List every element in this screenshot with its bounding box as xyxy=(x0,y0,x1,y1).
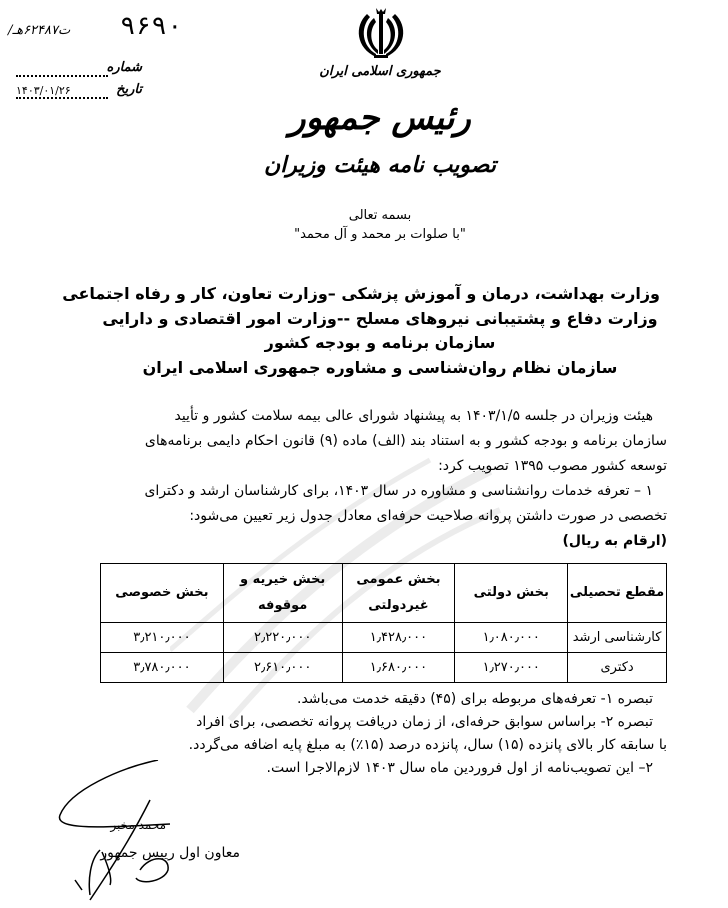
note-line: تبصره ۱- تعرفه‌های مربوطه برای (۴۵) دقیقه خدمت می‌باشد. xyxy=(297,691,653,707)
preamble-line: هیئت وزیران در جلسه ۱۴۰۳/۱/۵ به پیشنهاد شورای عالی بیمه سلامت کشور و تأیید xyxy=(174,408,653,424)
number-label: شماره xyxy=(106,60,142,75)
table-cell: ۲٫۲۲۰٫۰۰۰ xyxy=(223,623,342,653)
handwritten-signature xyxy=(40,760,190,908)
note-line: با سابقه کار بالای پانزده (۱۵) سال، پانزده درصد (۱۵٪) به مبلغ پایه اضافه می‌گردد. xyxy=(188,737,667,753)
column-header: بخش عمومی غیردولتی xyxy=(342,564,455,623)
table-row xyxy=(101,623,667,653)
note-line: ۲– این تصویب‌نامه از اول فروردین ماه سال ۱۴۰۳ لازم‌الاجرا است. xyxy=(266,760,653,776)
table-cell: دکتری xyxy=(568,653,667,683)
note-line: تبصره ۲- براساس سوابق حرفه‌ای، از زمان دریافت پروانه تخصصی، برای افراد xyxy=(196,714,653,730)
clause-line: تخصصی در صورت داشتن پروانه صلاحیت حرفه‌ای معادل جدول زیر تعیین می‌شود: xyxy=(189,508,667,524)
invocation-line-2: "با صلوات بر محمد و آل محمد" xyxy=(294,227,466,242)
signer-title: معاون اول رییس جمهور xyxy=(100,845,240,861)
number-dots xyxy=(16,75,108,77)
country-title: جمهوری اسلامی ایران xyxy=(319,64,441,79)
table-cell: ۱٫۰۸۰٫۰۰۰ xyxy=(455,623,568,653)
table-cell: ۱٫۴۲۸٫۰۰۰ xyxy=(342,623,455,653)
column-header: بخش دولتی xyxy=(455,564,568,623)
addressee-line: وزارت بهداشت، درمان و آموزش پزشکی –وزارت تعاون، کار و رفاه اجتماعی xyxy=(62,284,660,303)
column-header: بخش خصوصی xyxy=(101,564,224,623)
date-value: ۱۴۰۳/۰۱/۲۶ xyxy=(16,84,71,97)
document-type-title: تصویب نامه هیئت وزیران xyxy=(264,152,496,178)
column-header: بخش خیریه و موقوفه xyxy=(223,564,342,623)
table-cell: ۳٫۲۱۰٫۰۰۰ xyxy=(101,623,224,653)
iran-emblem-icon xyxy=(352,4,410,60)
table-cell: ۱٫۲۷۰٫۰۰۰ xyxy=(455,653,568,683)
addressee-line: وزارت دفاع و پشتیبانی نیروهای مسلح --وزارت امور اقتصادی و دارایی xyxy=(102,308,658,328)
invocation-line-1: بسمه تعالی xyxy=(348,208,412,223)
registration-number: ۹۶۹۰ xyxy=(120,11,183,41)
date-dots xyxy=(16,97,108,99)
table-cell: ۲٫۶۱۰٫۰۰۰ xyxy=(223,653,342,683)
column-header: مقطع تحصیلی xyxy=(568,564,667,623)
table-header-row xyxy=(101,564,667,623)
reference-line xyxy=(8,11,208,41)
tariff-table xyxy=(100,563,667,683)
addressee-line: سازمان نظام روان‌شناسی و مشاوره جمهوری اسلامی ایران xyxy=(142,357,618,377)
office-title: رئیس جمهور xyxy=(289,98,471,138)
date-field xyxy=(16,82,142,104)
preamble-line: توسعه کشور مصوب ۱۳۹۵ تصویب کرد: xyxy=(438,458,667,474)
preamble-line: سازمان برنامه و بودجه کشور و به استناد بند (الف) ماده (۹) قانون احکام دایمی برنامه‌های xyxy=(144,433,667,449)
number-field xyxy=(16,60,142,82)
table-cell: کارشناسی ارشد xyxy=(568,623,667,653)
unit-note: (ارقام به ریال) xyxy=(562,533,667,549)
table-row xyxy=(101,653,667,683)
clause-line: ۱ – تعرفه خدمات روانشناسی و مشاوره در سال ۱۴۰۳، برای کارشناسان ارشد و دکترای xyxy=(144,483,653,499)
decree-body xyxy=(100,404,667,554)
addressee-line: سازمان برنامه و بودجه کشور xyxy=(264,333,496,352)
date-label: تاریخ xyxy=(116,82,142,97)
addressees xyxy=(62,282,660,380)
table-cell: ۳٫۷۸۰٫۰۰۰ xyxy=(101,653,224,683)
letter-code: /ت۶۲۴۸۷هـ xyxy=(8,23,71,38)
signer-name: محمد مخبر xyxy=(110,818,166,832)
table-cell: ۱٫۶۸۰٫۰۰۰ xyxy=(342,653,455,683)
